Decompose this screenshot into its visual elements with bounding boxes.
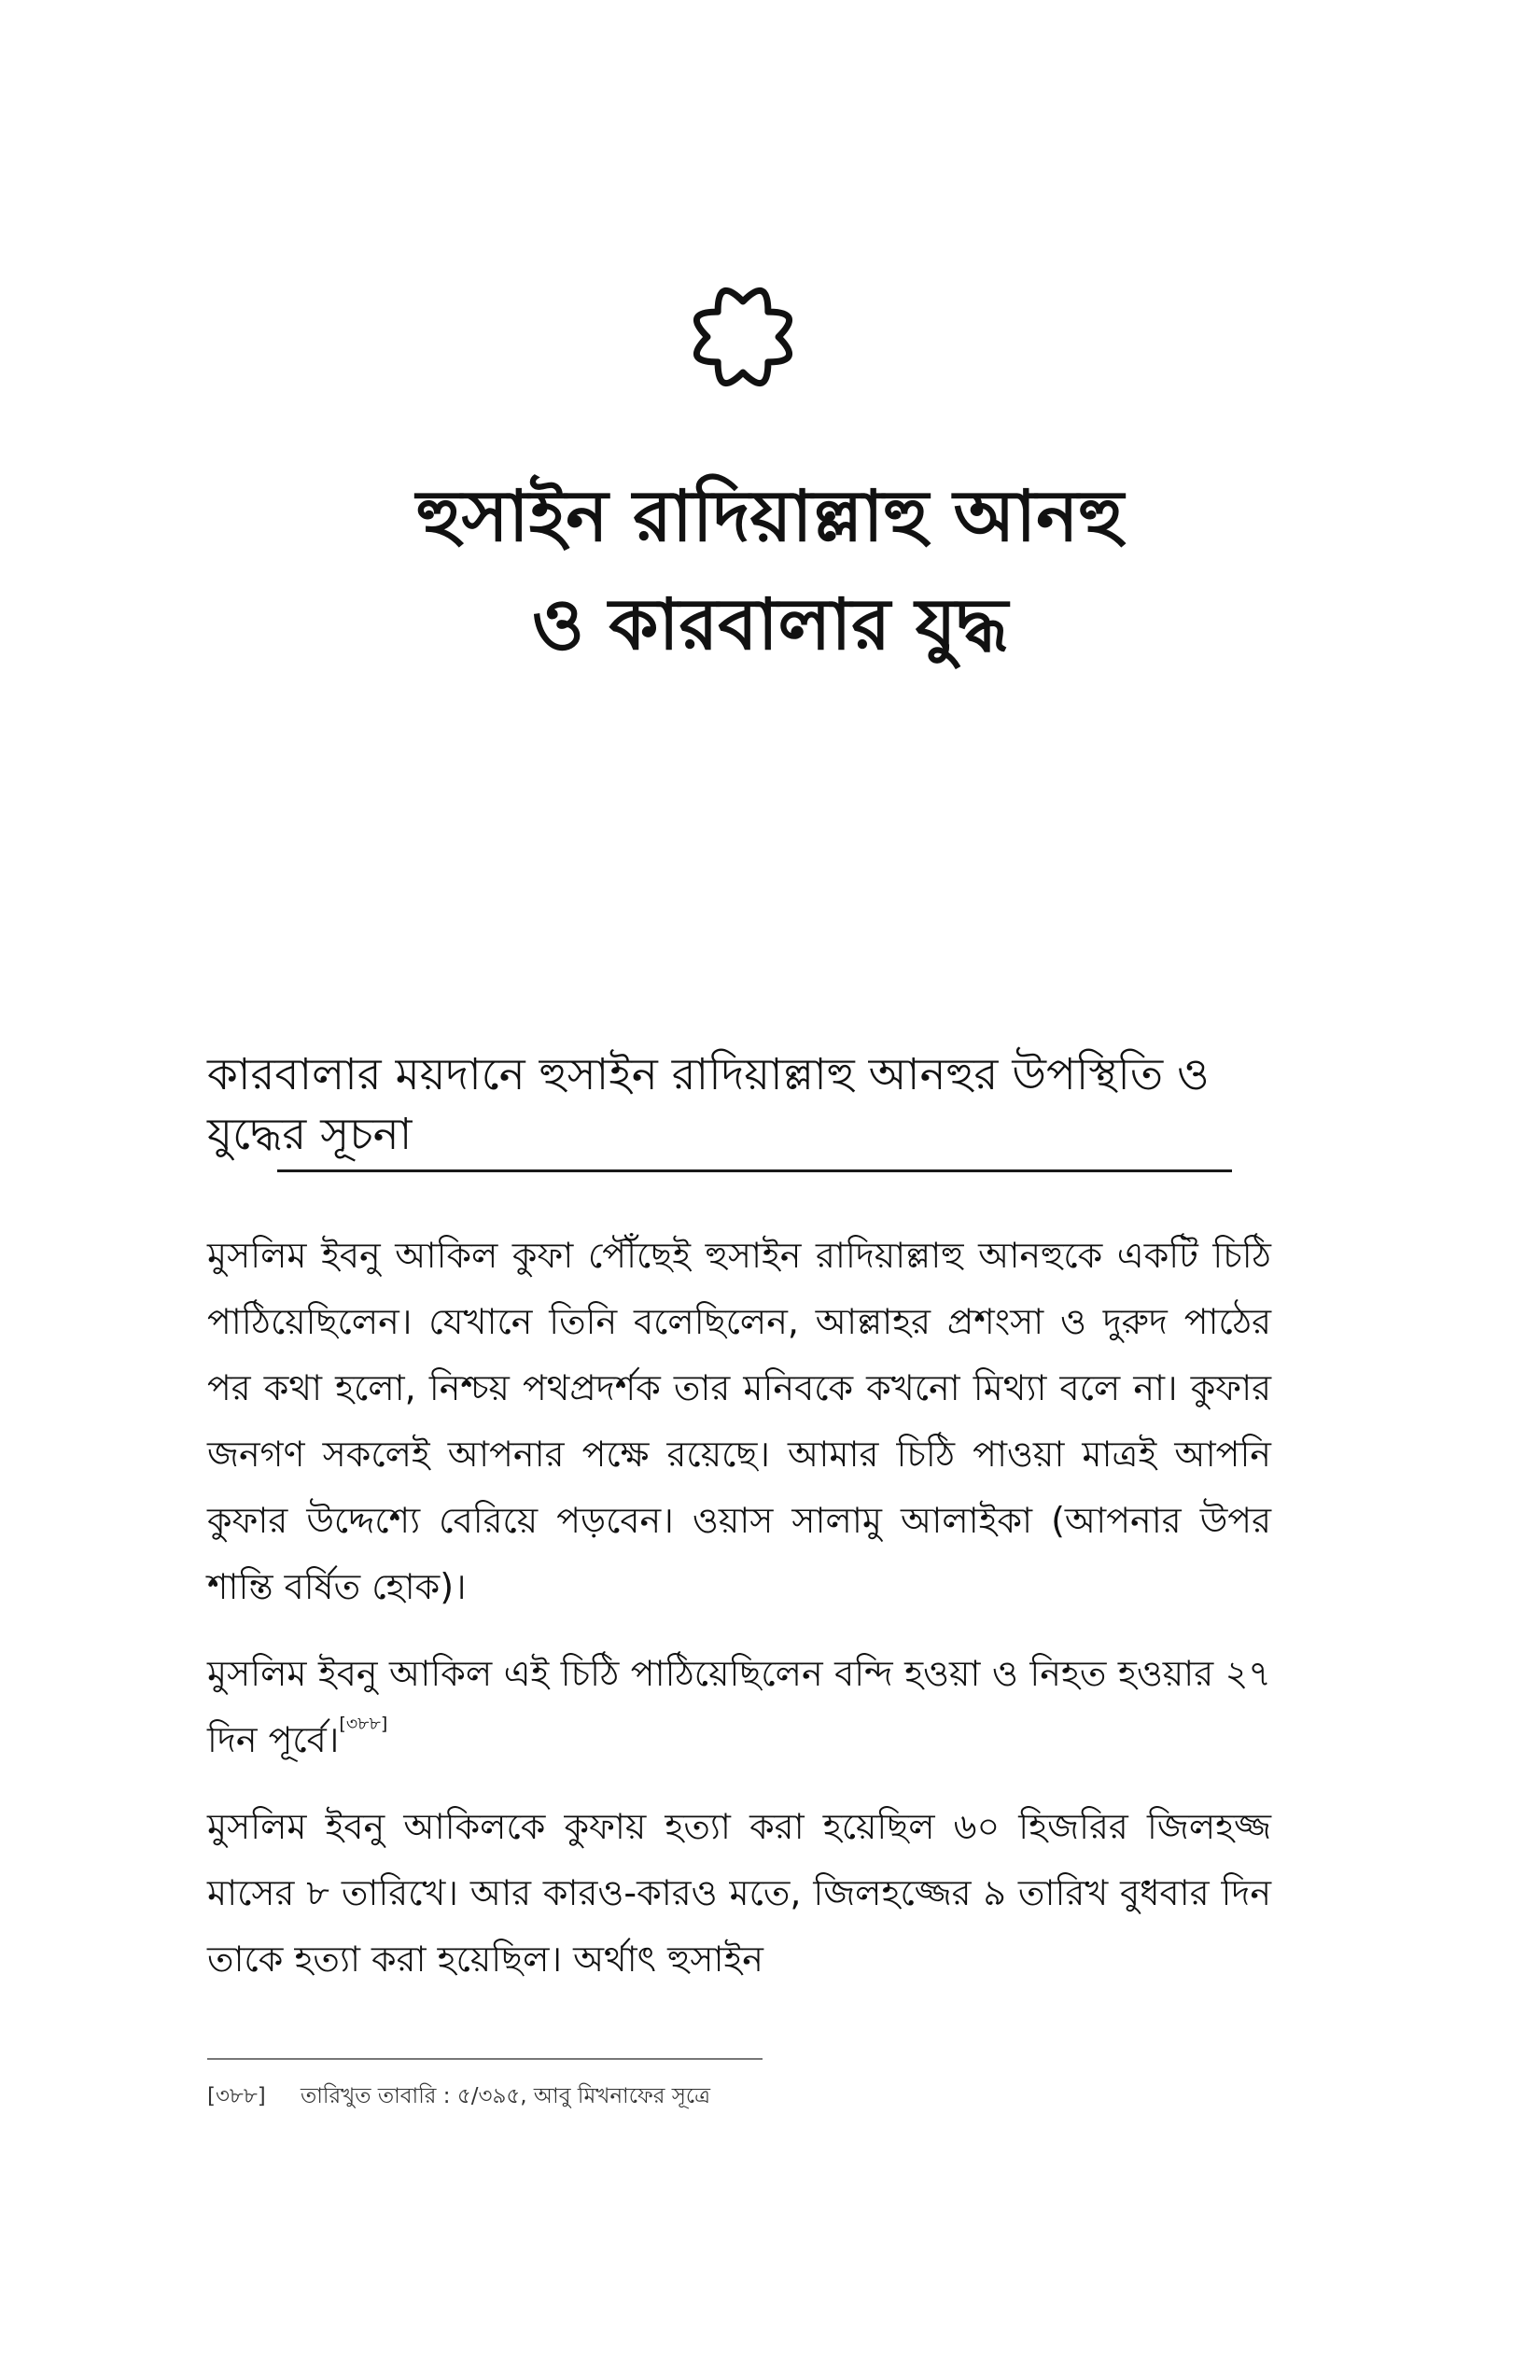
body-text [207,1223,1271,2013]
footnote [207,2079,1271,2113]
footnote-reference[interactable]: [৩৮৮] [339,1714,388,1734]
section-heading: কারবালার ময়দানে হুসাইন রাদিয়াল্লাহু আনহুর উপস্থিতি ও যুদ্ধের সূচনা [207,1049,1210,1160]
flower-ornament-icon [684,278,802,396]
chapter-title-line-1: হুসাইন রাদিয়াল্লাহু আনহু [415,474,1125,557]
paragraph-3 [207,1794,1271,1993]
paragraph-text: মুসলিম ইবনু আকিল এই চিঠি পাঠিয়েছিলেন বন্দি হওয়া ও নিহত হওয়ার ২৭ দিন পূর্বে। [207,1653,1271,1760]
chapter-title-line-2: ও কারবালার যুদ্ধ [531,582,1009,665]
chapter-title [187,462,1353,679]
section-heading-underline [277,1169,1232,1172]
paragraph-1 [207,1223,1271,1620]
footnote-divider [207,2058,763,2060]
footnote-text: তারিখুত তাবারি : ৫/৩৯৫, আবু মিখনাফের সূত্রে [301,2084,711,2108]
paragraph-text: মুসলিম ইবনু আকিলকে কুফায় হত্যা করা হয়েছিল ৬০ হিজরির জিলহজ্জ মাসের ৮ তারিখে। আর কারও-কারও মতে, জিলহজ্জের ৯ তারিখ বুধবার দিন তাকে হত্যা করা হয়েছিল। অর্থাৎ হুসাইন [207,1806,1271,1980]
paragraph-2 [207,1641,1271,1773]
footnote-marker: [৩৮৮] [207,2084,266,2108]
paragraph-text: মুসলিম ইবনু আকিল কুফা পৌঁছেই হুসাইন রাদিয়াল্লাহু আনহুকে একটি চিঠি পাঠিয়েছিলেন। যেখানে তিনি বলেছিলেন, আল্লাহর প্রশংসা ও দুরুদ পাঠের পর কথা হলো, নিশ্চয় পথপ্রদর্শক তার মনিবকে কখনো মিথ্যা বলে না। কুফার জনগণ সকলেই আপনার পক্ষে রয়েছে। আমার চিঠি পাওয়া মাত্রই আপনি কুফার উদ্দেশ্যে বেরিয়ে পড়বেন। ওয়াস সালামু আলাইকা (আপনার উপর শান্তি বর্ষিত হোক)। [207,1235,1271,1607]
